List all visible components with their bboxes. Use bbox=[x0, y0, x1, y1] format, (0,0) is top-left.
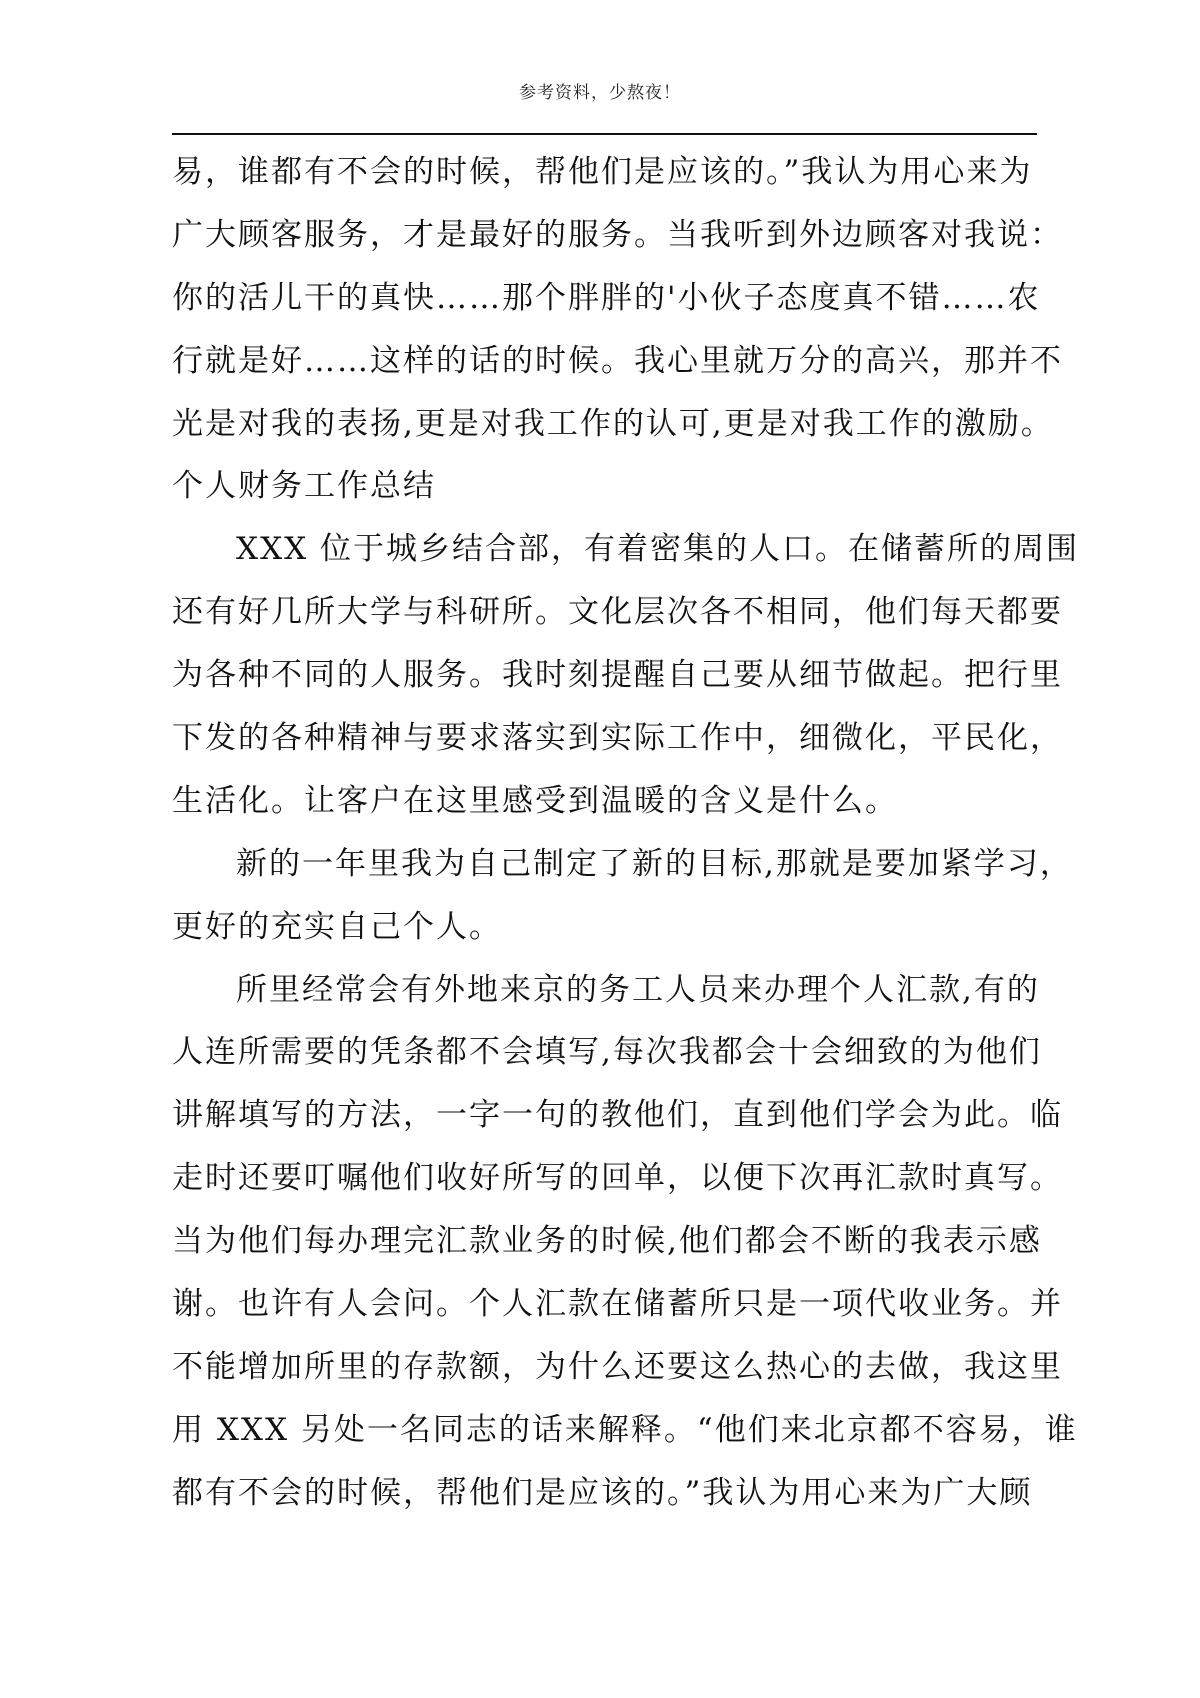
page-header: 参考资料，少熬夜！ bbox=[519, 83, 681, 103]
text-line: 为各种不同的人服务。我时刻提醒自己要从细节做起。把行里 bbox=[172, 657, 1063, 694]
paragraph-start: 新的一年里我为自己制定了新的目标,那就是要加紧学习， bbox=[236, 845, 1073, 882]
text-line: 光是对我的表扬,更是对我工作的认可,更是对我工作的激励。 bbox=[172, 405, 1054, 442]
text-line: 更好的充实自己个人。 bbox=[172, 908, 502, 945]
text-line: 当为他们每办理完汇款业务的时候,他们都会不断的我表示感 bbox=[172, 1223, 1042, 1260]
text-line: 不能增加所里的存款额，为什么还要这么热心的去做，我这里 bbox=[172, 1348, 1063, 1385]
text-line: 易，谁都有不会的时候，帮他们是应该的。”我认为用心来为 bbox=[172, 154, 1033, 190]
text-line: 生活化。让客户在这里感受到温暖的含义是什么。 bbox=[172, 782, 898, 819]
text-line: 你的活儿干的真快……那个胖胖的'小伙子态度真不错……农 bbox=[172, 279, 1041, 316]
header-rule bbox=[172, 133, 1037, 135]
document-body bbox=[172, 141, 1080, 1525]
text-line: 讲解填写的方法，一字一句的教他们，直到他们学会为此。临 bbox=[172, 1097, 1063, 1134]
text-line: 人连所需要的凭条都不会填写,每次我都会十会细致的为他们 bbox=[172, 1034, 1042, 1071]
section-title: 个人财务工作总结 bbox=[172, 468, 436, 505]
text-line: 广大顾客服务，才是最好的服务。当我听到外边顾客对我说： bbox=[172, 216, 1063, 253]
paragraph-start: XXX 位于城乡结合部，有着密集的人口。在储蓄所的周围 bbox=[236, 531, 1080, 568]
text-line: 用 XXX 另处一名同志的话来解释。“他们来北京都不容易，谁 bbox=[172, 1411, 1078, 1448]
text-line: 谢。也许有人会问。个人汇款在储蓄所只是一项代收业务。并 bbox=[172, 1286, 1063, 1323]
text-line: 下发的各种精神与要求落实到实际工作中，细微化，平民化， bbox=[172, 720, 1063, 757]
text-line: 还有好几所大学与科研所。文化层次各不相同，他们每天都要 bbox=[172, 594, 1063, 631]
text-line: 都有不会的时候，帮他们是应该的。”我认为用心来为广大顾 bbox=[172, 1474, 1033, 1511]
text-line: 行就是好……这样的话的时候。我心里就万分的高兴，那并不 bbox=[172, 342, 1063, 379]
text-line: 走时还要叮嘱他们收好所写的回单，以便下次再汇款时真写。 bbox=[172, 1160, 1063, 1197]
paragraph-start: 所里经常会有外地来京的务工人员来办理个人汇款,有的 bbox=[236, 971, 1040, 1008]
